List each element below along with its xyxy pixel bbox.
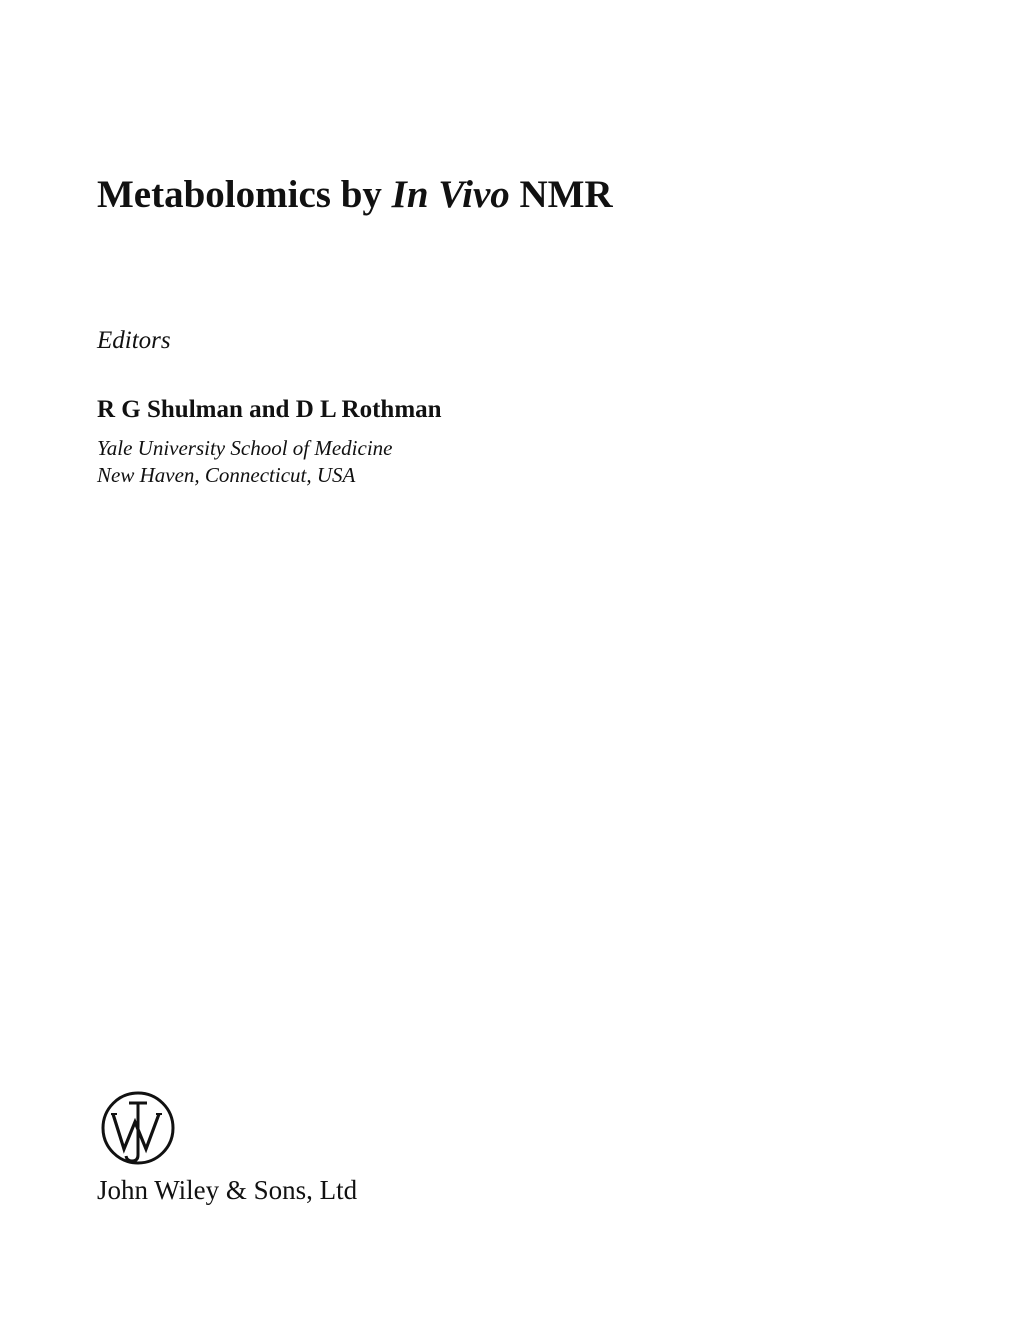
book-title-part-1: Metabolomics by bbox=[97, 173, 382, 216]
editors-affiliation bbox=[97, 435, 393, 489]
book-title-part-3: NMR bbox=[519, 173, 613, 216]
affiliation-line-2: New Haven, Connecticut, USA bbox=[97, 463, 356, 487]
editors-label: Editors bbox=[97, 327, 171, 354]
book-title bbox=[97, 172, 613, 219]
wiley-logo-icon bbox=[99, 1089, 177, 1167]
book-title-italic-part: In Vivo bbox=[391, 173, 510, 216]
editors-names: R G Shulman and D L Rothman bbox=[97, 396, 442, 423]
affiliation-line-1: Yale University School of Medicine bbox=[97, 436, 393, 460]
publisher-name: John Wiley & Sons, Ltd bbox=[97, 1175, 358, 1205]
